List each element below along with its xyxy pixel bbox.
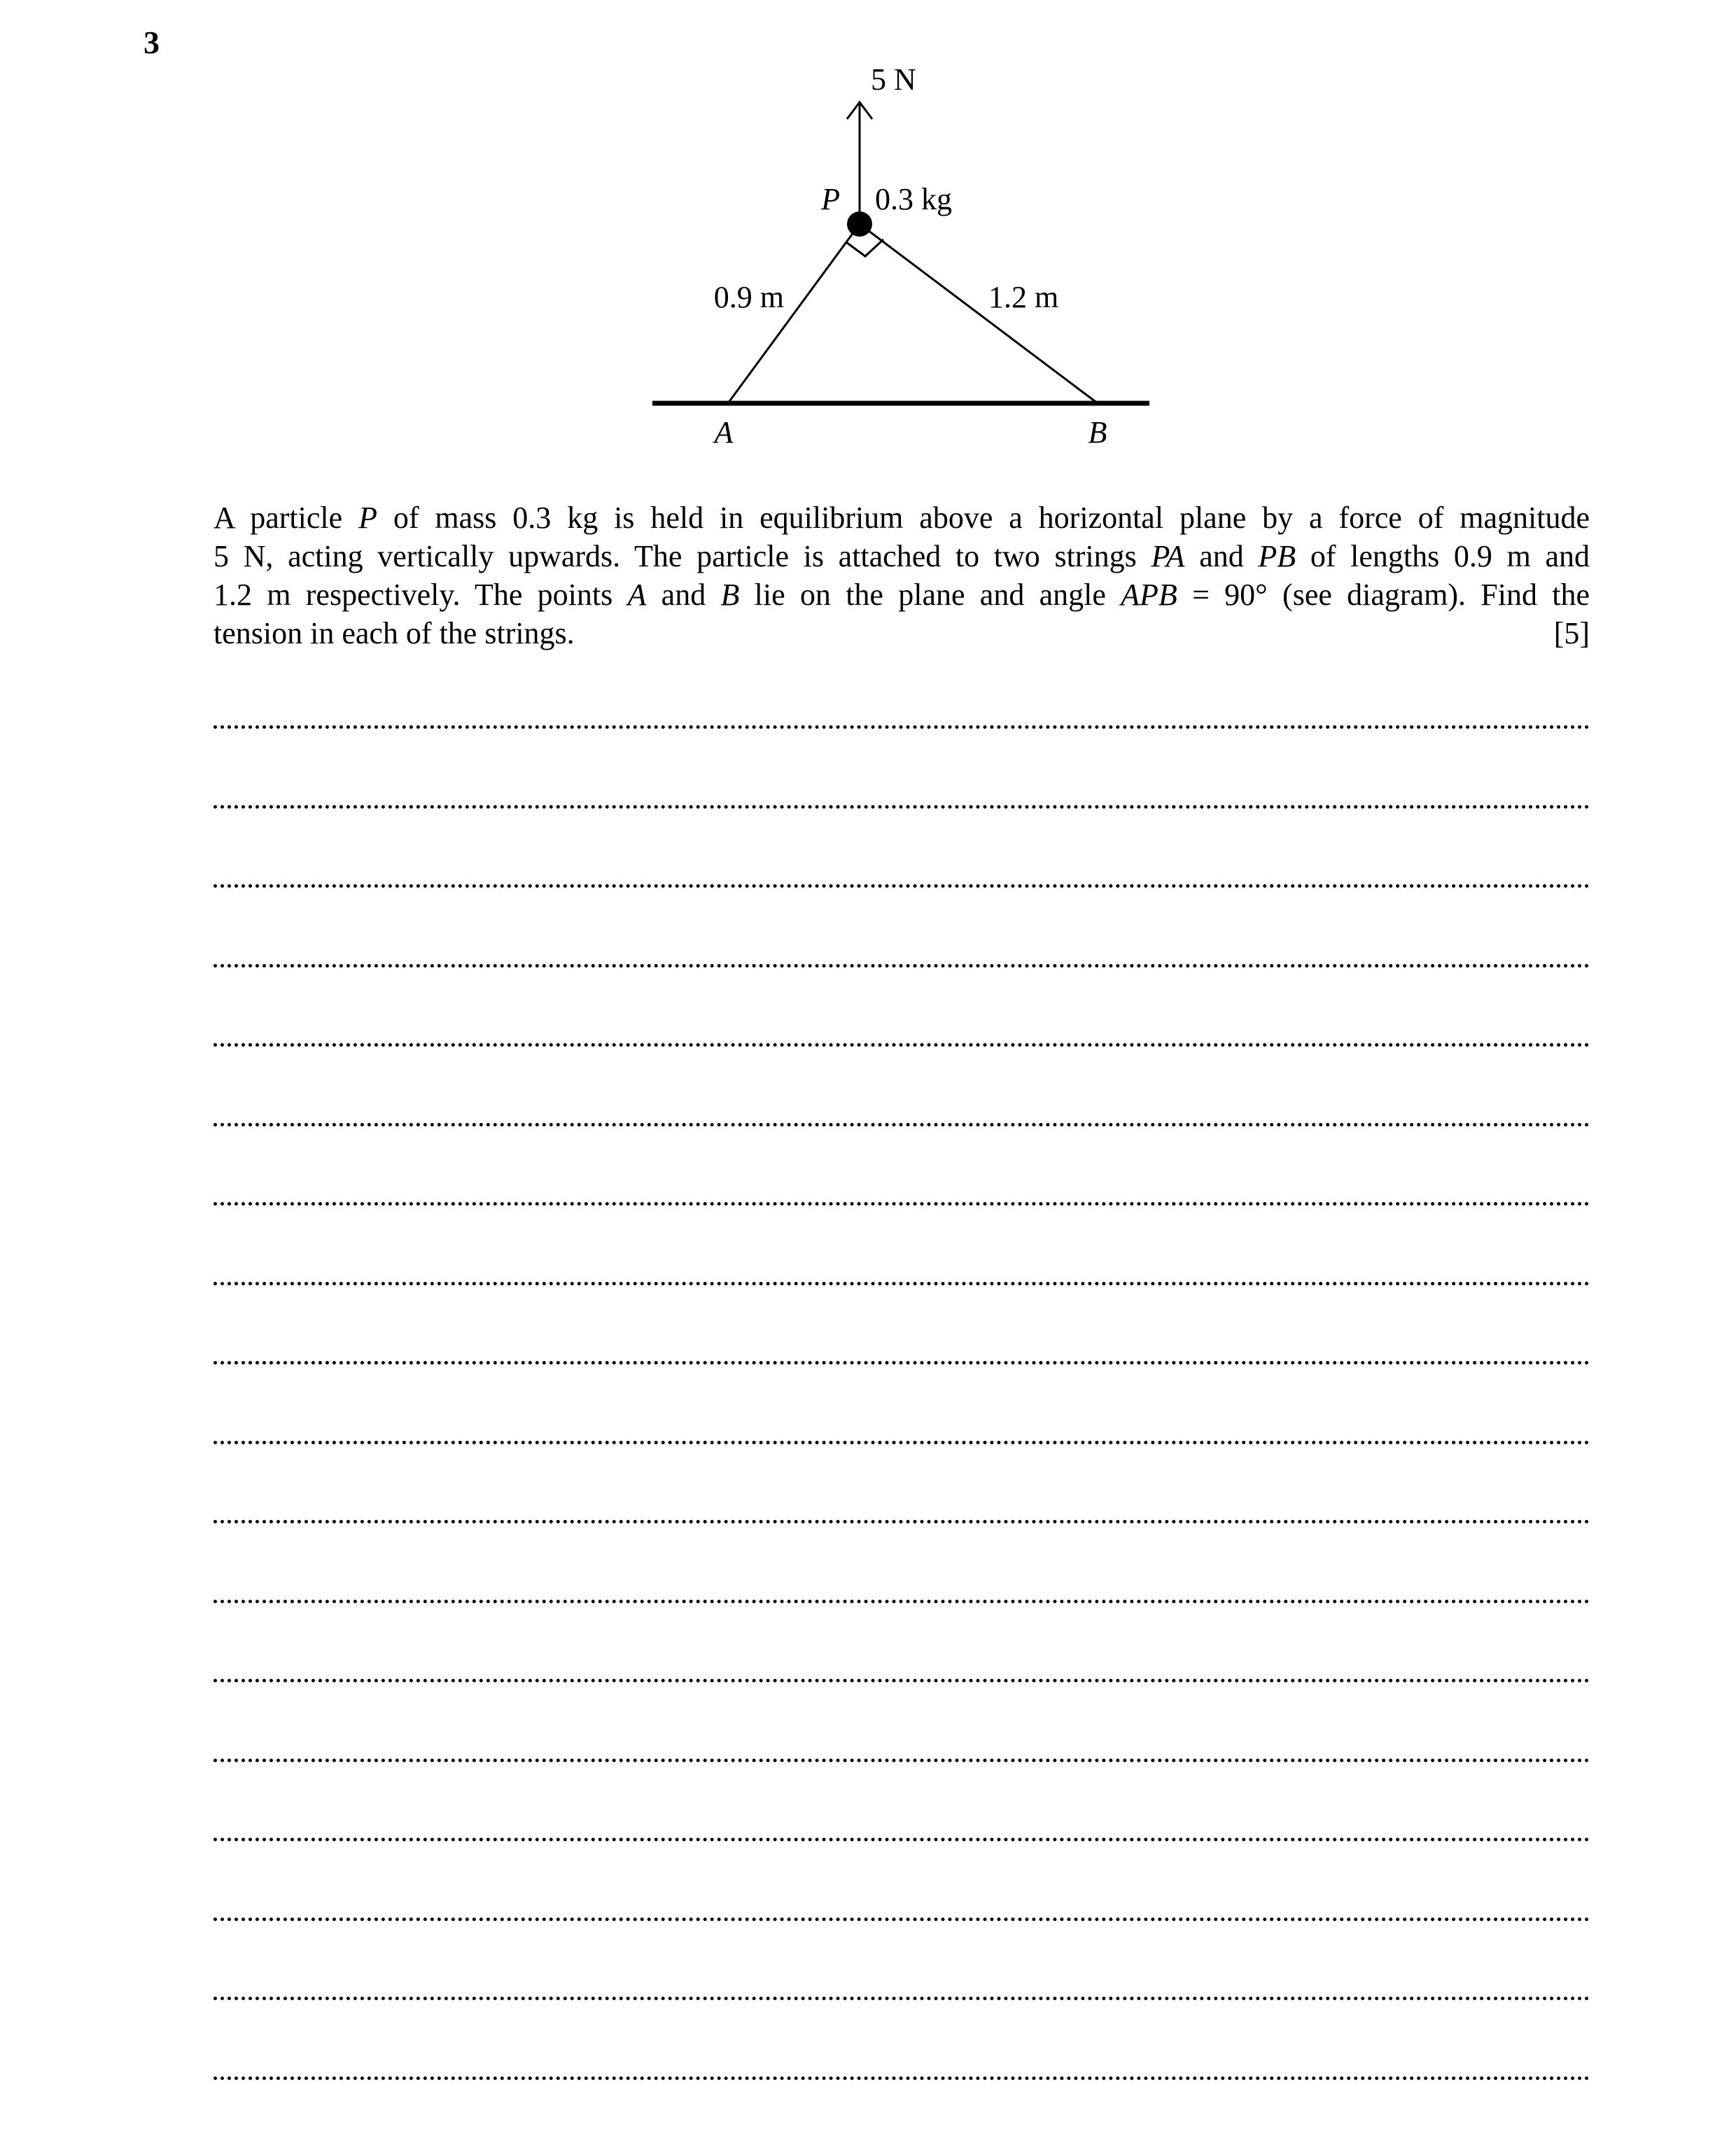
answer-line[interactable] xyxy=(214,725,1590,729)
answer-line[interactable] xyxy=(214,1997,1590,2000)
question-number: 3 xyxy=(144,25,160,60)
italic-symbol: A xyxy=(627,578,647,612)
question-line-2: 5 N, acting vertically upwards. The particle is attached to two strings PA and PB of lengths 0.9 m and xyxy=(214,539,1590,573)
force-label: 5 N xyxy=(871,62,916,97)
question-text xyxy=(214,498,1590,652)
question-line-4-text: tension in each of the strings. xyxy=(214,616,575,650)
mass-label: 0.3 kg xyxy=(875,182,952,216)
italic-symbol: PB xyxy=(1258,539,1296,573)
italic-symbol: APB xyxy=(1121,578,1177,612)
string-pb-length-label: 1.2 m xyxy=(988,280,1059,314)
string-pa-length-label: 0.9 m xyxy=(713,280,784,314)
answer-line[interactable] xyxy=(214,1679,1590,1682)
point-a-label: A xyxy=(714,415,734,449)
italic-symbol: PA xyxy=(1151,539,1185,573)
particle-p xyxy=(847,211,872,237)
answer-line[interactable] xyxy=(214,964,1590,968)
answer-line[interactable] xyxy=(214,805,1590,809)
answer-line[interactable] xyxy=(214,1918,1590,1921)
question-line-4 xyxy=(214,614,1590,652)
question-line-1: A particle P of mass 0.3 kg is held in equilibrium above a horizontal plane by a force of magnitude xyxy=(214,501,1590,535)
marks-label: [5] xyxy=(1553,616,1590,650)
answer-line[interactable] xyxy=(214,1838,1590,1841)
equilibrium-diagram xyxy=(0,0,1736,490)
answer-line[interactable] xyxy=(214,1202,1590,1206)
point-b-label: B xyxy=(1088,415,1107,449)
answer-line[interactable] xyxy=(214,1361,1590,1364)
answer-line[interactable] xyxy=(214,1759,1590,1762)
italic-symbol: B xyxy=(720,578,740,612)
right-angle-marker xyxy=(846,239,883,256)
italic-symbol: P xyxy=(358,501,377,535)
answer-line[interactable] xyxy=(214,1520,1590,1523)
particle-label: P xyxy=(821,182,840,216)
answer-line[interactable] xyxy=(214,884,1590,888)
answer-line[interactable] xyxy=(214,1282,1590,1285)
answer-line[interactable] xyxy=(214,1441,1590,1444)
answer-line[interactable] xyxy=(214,2076,1590,2080)
string-pb xyxy=(860,224,1098,403)
question-line-3: 1.2 m respectively. The points A and B lie on the plane and angle APB = 90° (see diagram). Find the xyxy=(214,578,1590,612)
answer-line[interactable] xyxy=(214,1123,1590,1126)
answer-line[interactable] xyxy=(214,1043,1590,1047)
answer-line[interactable] xyxy=(214,1600,1590,1603)
